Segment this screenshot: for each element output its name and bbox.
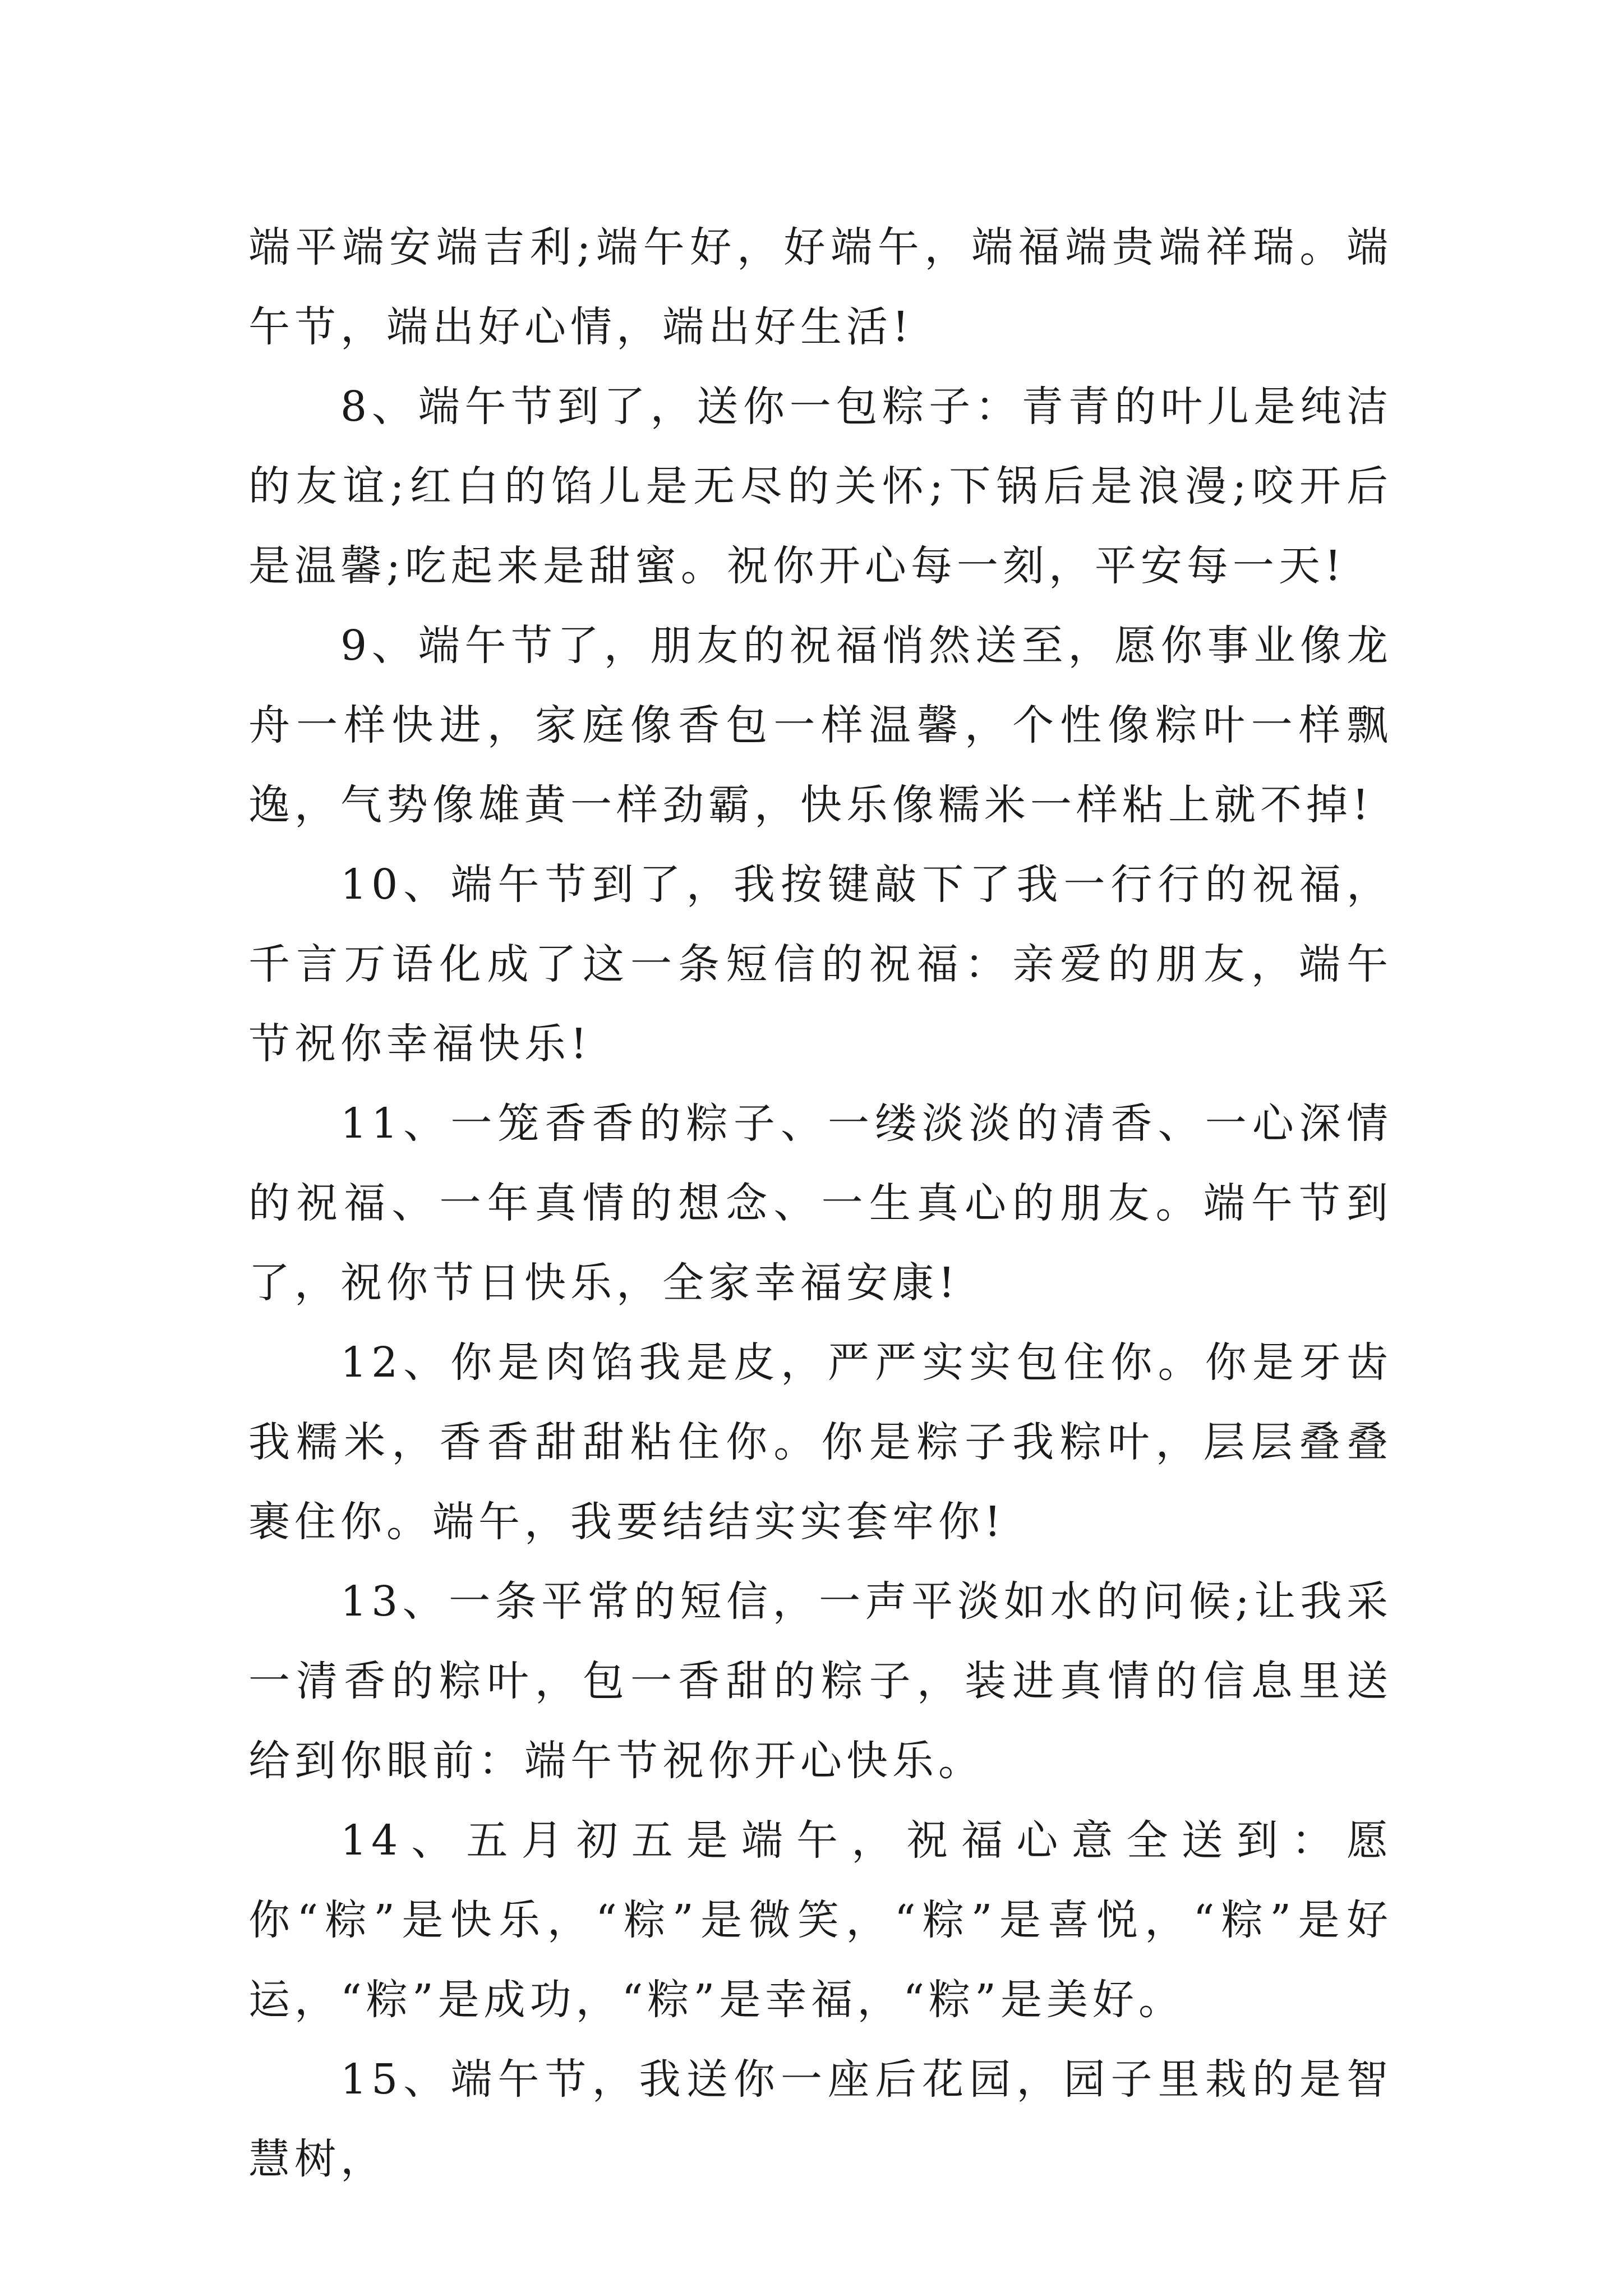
paragraph-7: 13、一条平常的短信，一声平淡如水的问候;让我采一清香的粽叶，包一香甜的粽子，装进真情的信息里送给到你眼前：端午节祝你开心快乐。 [248, 1577, 1393, 1785]
paragraph-4: 10、端午节到了，我按键敲下了我一行行的祝福，千言万语化成了这一条短信的祝福：亲爱的朋友，端午节祝你幸福快乐! [248, 861, 1393, 1068]
paragraph-2: 8、端午节到了，送你一包粽子：青青的叶儿是纯洁的友谊;红白的馅儿是无尽的关怀;下锅后是浪漫;咬开后是温馨;吃起来是甜蜜。祝你开心每一刻，平安每一天! [248, 383, 1393, 590]
document-body [248, 208, 1393, 2199]
paragraph-3: 9、端午节了，朋友的祝福悄然送至，愿你事业像龙舟一样快进，家庭像香包一样温馨，个性像粽叶一样飘逸，气势像雄黄一样劲霸，快乐像糯米一样粘上就不掉! [248, 622, 1393, 829]
paragraph-8: 14、五月初五是端午，祝福心意全送到：愿你“粽”是快乐，“粽”是微笑，“粽”是喜悦，“粽”是好运，“粽”是成功，“粽”是幸福，“粽”是美好。 [248, 1816, 1393, 2024]
paragraph-1: 端平端安端吉利;端午好，好端午，端福端贵端祥瑞。端午节，端出好心情，端出好生活! [248, 223, 1393, 351]
paragraph-5: 11、一笼香香的粽子、一缕淡淡的清香、一心深情的祝福、一年真情的想念、一生真心的朋友。端午节到了，祝你节日快乐，全家幸福安康! [248, 1099, 1393, 1307]
paragraph-6: 12、你是肉馅我是皮，严严实实包住你。你是牙齿我糯米，香香甜甜粘住你。你是粽子我粽叶，层层叠叠裹住你。端午，我要结结实实套牢你! [248, 1338, 1393, 1546]
paragraph-9: 15、端午节，我送你一座后花园，园子里栽的是智慧树， [248, 2055, 1393, 2183]
